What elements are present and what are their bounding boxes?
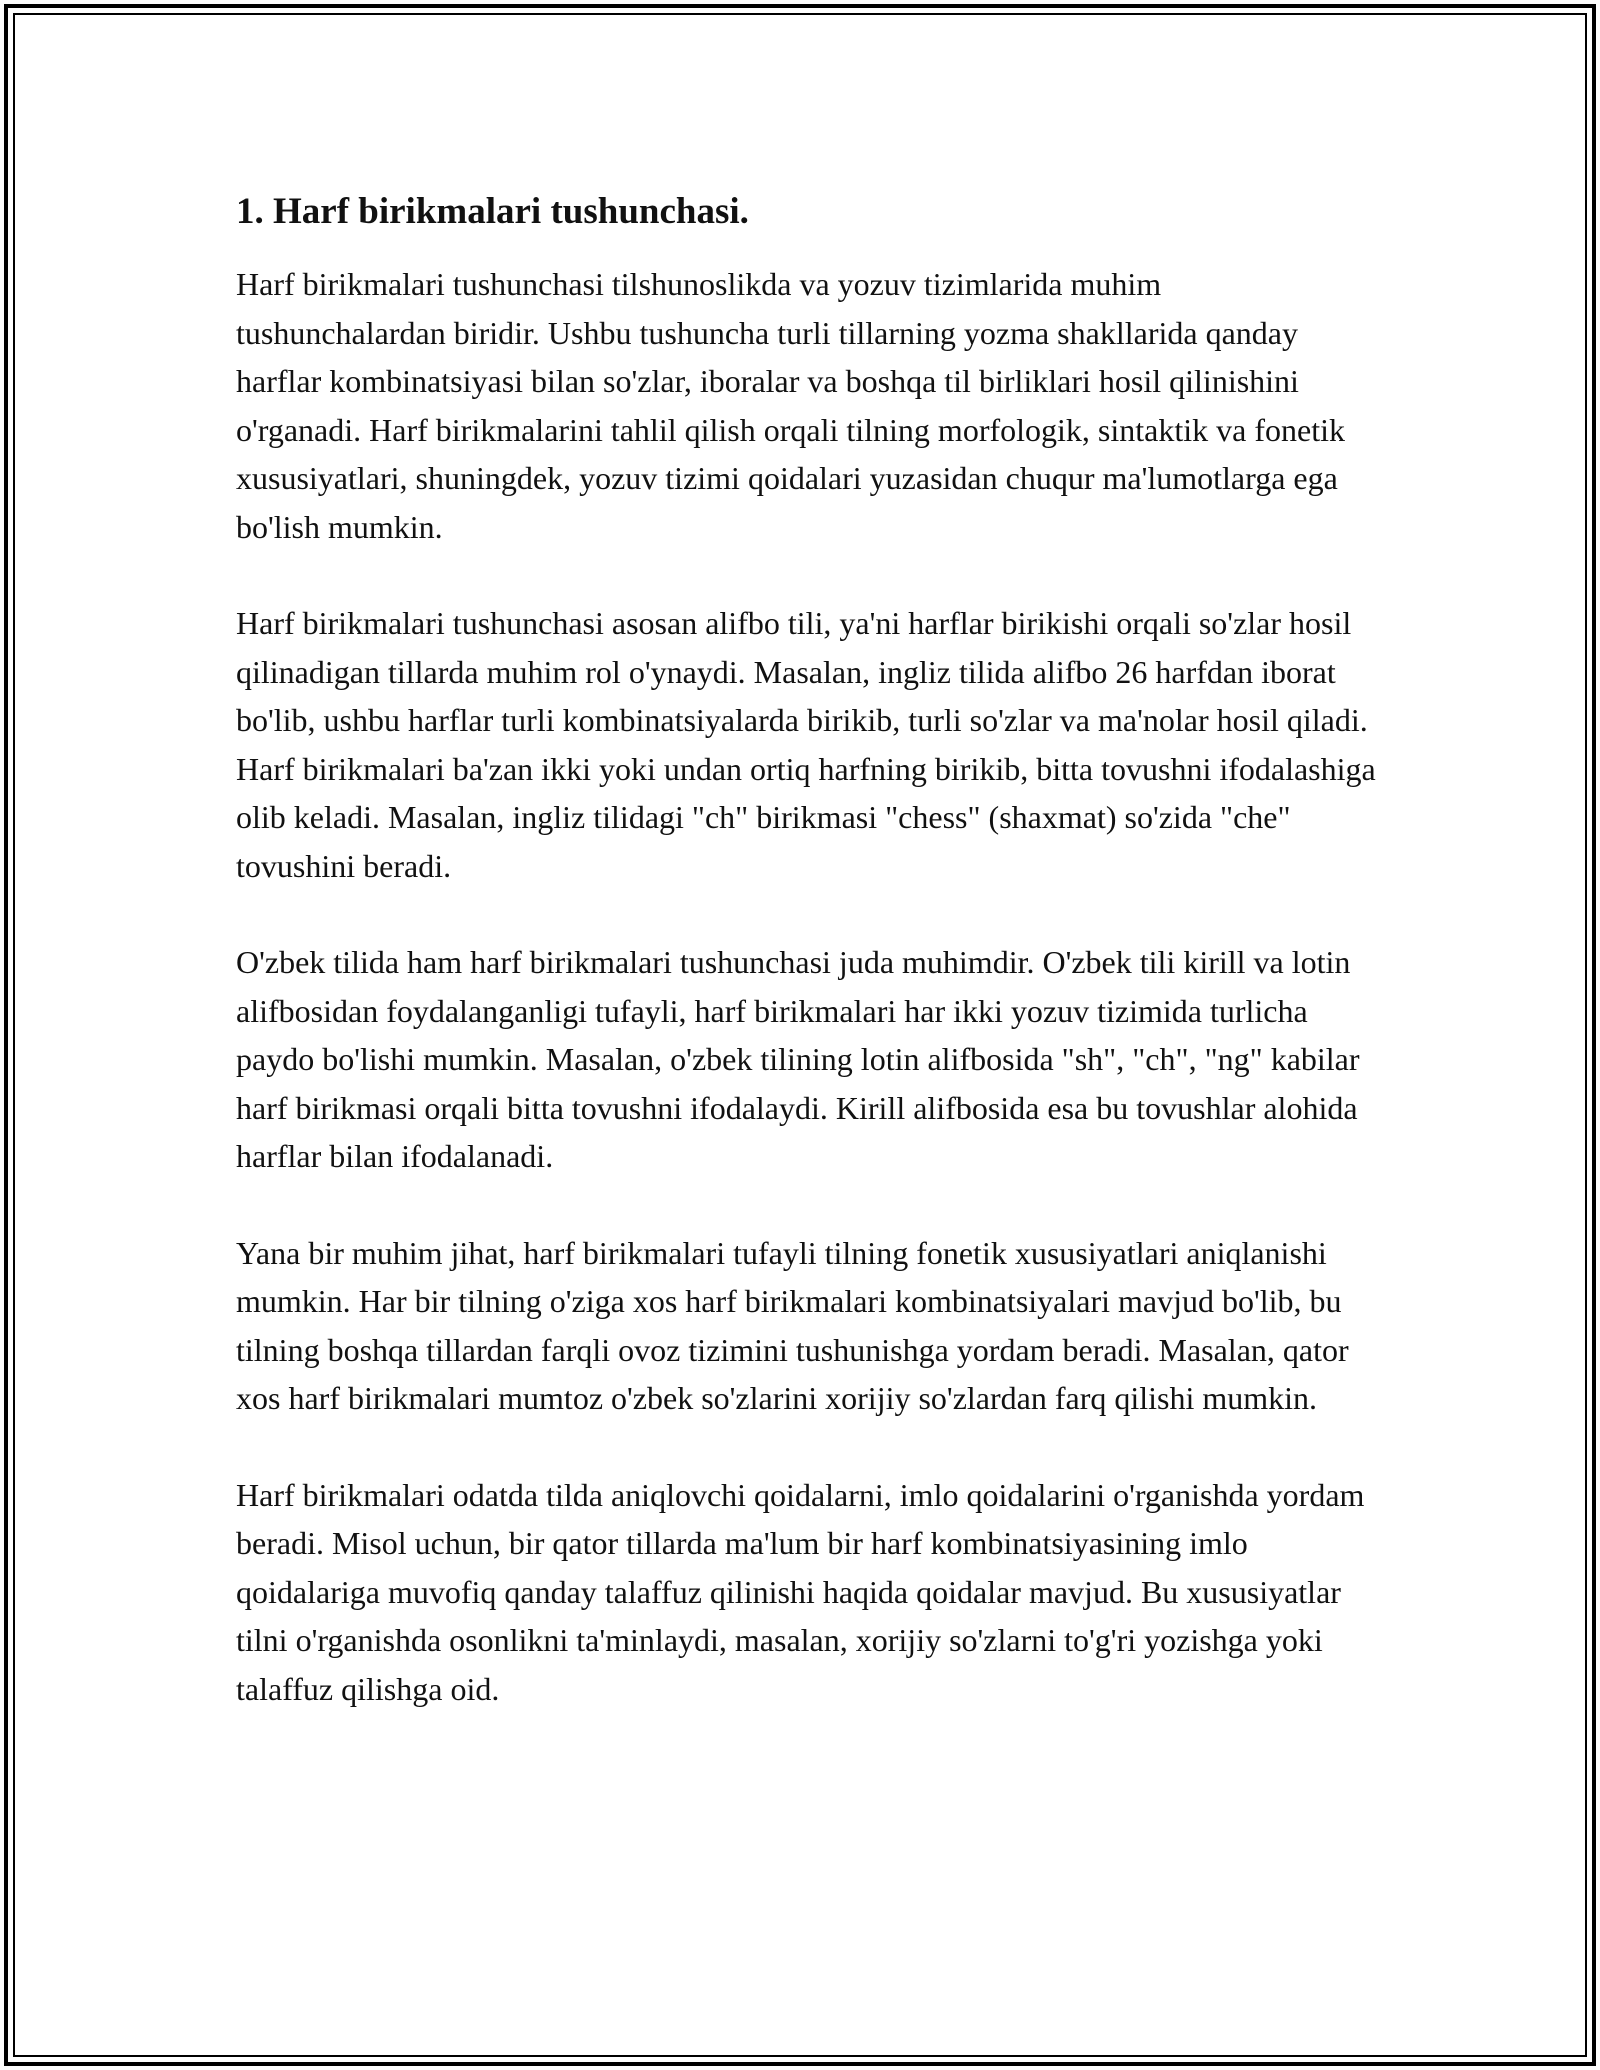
paragraph-3: O'zbek tilida ham harf birikmalari tushunchasi juda muhimdir. O'zbek tili kirill va lotin alifbosidan foydalanganligi tufayli, harf birikmalari har ikki yozuv tizimida turlicha paydo bo'lishi mumkin. Masalan, o'zbek tilining lotin alifbosida "sh", "ch", "ng" kabilar harf birikmasi orqali bitta tovushni ifodalaydi. Kirill alifbosida esa bu tovushlar alohida harflar bilan ifodalanadi. xyxy=(236,944,1360,1174)
paragraph-2: Harf birikmalari tushunchasi asosan alifbo tili, ya'ni harflar birikishi orqali so'zlar hosil qilinadigan tillarda muhim rol o'ynaydi. Masalan, ingliz tilida alifbo 26 harfdan iborat bo'lib, ushbu harflar turli kombinatsiyalarda birikib, turli so'zlar va ma'nolar hosil qiladi. Harf birikmalari ba'zan ikki yoki undan ortiq harfning birikib, bitta tovushni ifodalashiga olib keladi. Masalan, ingliz tilidagi "ch" birikmasi "chess" (shaxmat) so'zida "che" tovushini beradi. xyxy=(236,605,1376,884)
paragraph-5: Harf birikmalari odatda tilda aniqlovchi qoidalarni, imlo qoidalarini o'rganishda yordam beradi. Misol uchun, bir qator tillarda ma'lum bir harf kombinatsiyasining imlo qoidalariga muvofiq qanday talaffuz qilinishi haqida qoidalar mavjud. Bu xususiyatlar tilni o'rganishda osonlikni ta'minlaydi, masalan, xorijiy so'zlarni to'g'ri yozishga yoki talaffuz qilishga oid. xyxy=(236,1476,1365,1707)
paragraph-1: Harf birikmalari tushunchasi tilshunoslikda va yozuv tizimlarida muhim tushunchalardan biridir. Ushbu tushuncha turli tillarning yozma shakllarida qanday harflar kombinatsiyasi bilan so'zlar, iboralar va boshqa til birliklari hosil qilinishini o'rganadi. Harf birikmalarini tahlil qilish orqali tilning morfologik, sintaktik va fonetik xususiyatlari, shuningdek, yozuv tizimi qoidalari yuzasidan chuqur ma'lumotlarga ega bo'lish mumkin. xyxy=(236,266,1345,545)
section-heading: 1. Harf birikmalari tushunchasi. xyxy=(236,191,749,232)
paragraph-4: Yana bir muhim jihat, harf birikmalari tufayli tilning fonetik xususiyatlari aniqlanishi mumkin. Har bir tilning o'ziga xos harf birikmalari kombinatsiyalari mavjud bo'lib, bu tilning boshqa tillardan farqli ovoz tizimini tushunishga yordam beradi. Masalan, qator xos harf birikmalari mumtoz o'zbek so'zlarini xorijiy so'zlardan farq qilishi mumkin. xyxy=(236,1234,1349,1416)
document-body xyxy=(236,186,1376,1761)
